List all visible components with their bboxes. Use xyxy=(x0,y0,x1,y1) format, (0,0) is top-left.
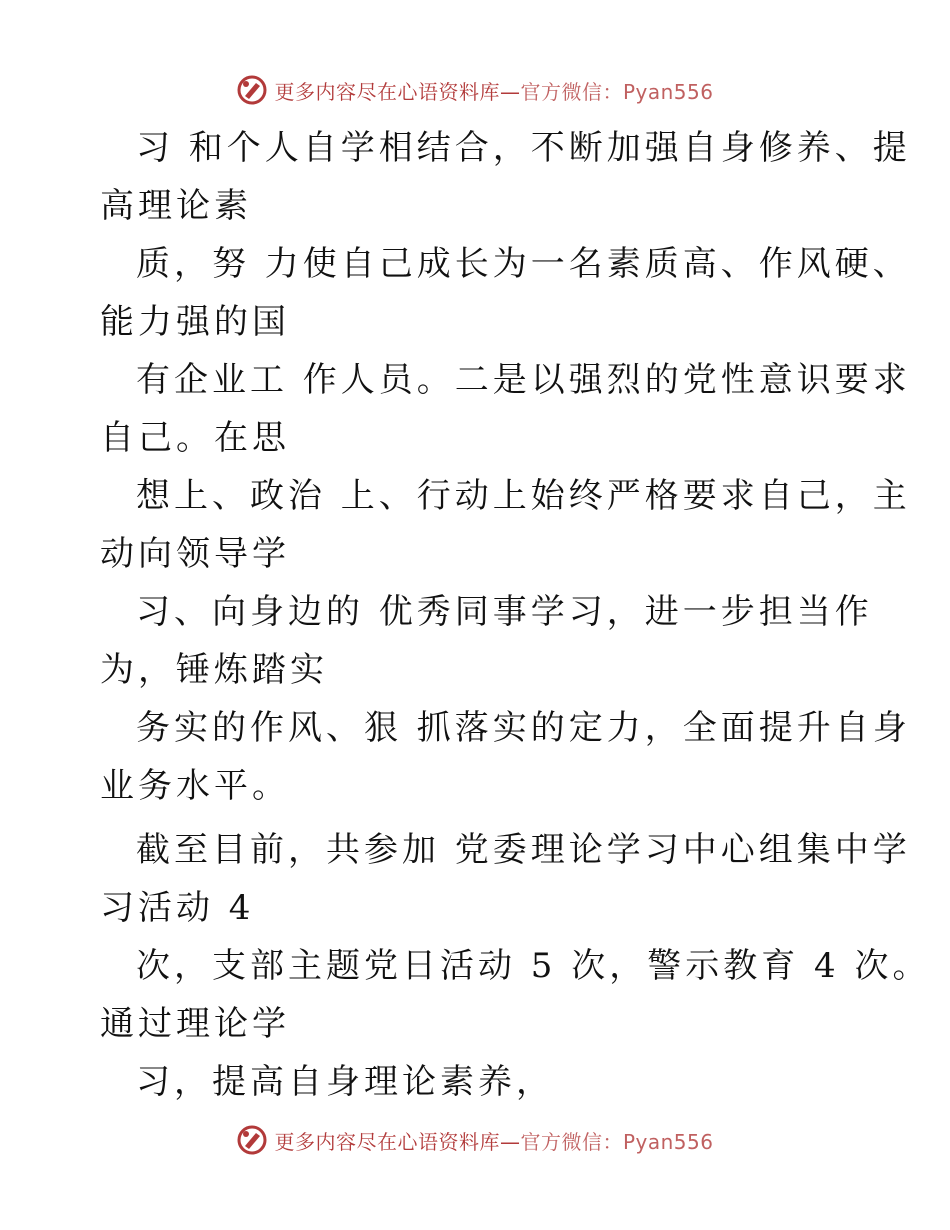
footer-banner-text xyxy=(274,1126,713,1155)
header-banner xyxy=(0,70,950,110)
header-banner-sep: — xyxy=(499,79,521,104)
header-banner-text xyxy=(274,76,713,105)
text-line: 截至目前，共参加 党委理论学习中心组集中学 xyxy=(136,830,911,870)
footer-banner-sep: — xyxy=(499,1129,521,1154)
text-line: 通过理论学 xyxy=(100,1004,290,1044)
footer-banner xyxy=(0,1120,950,1160)
footer-banner-wechat: 官方微信：Pyan556 xyxy=(520,1129,714,1154)
text-line: 动向领导学 xyxy=(100,534,290,574)
header-banner-main: 更多内容尽在心语资料库 xyxy=(274,79,500,104)
header-banner-wechat: 官方微信：Pyan556 xyxy=(520,79,714,104)
text-line: 高理论素 xyxy=(100,186,252,226)
text-line: 为，锤炼踏实 xyxy=(100,650,328,690)
text-line: 自己。在思 xyxy=(100,418,290,458)
text-line: 想上、政治 上、行动上始终严格要求自己，主 xyxy=(136,476,911,516)
text-line: 业务水平。 xyxy=(100,766,290,806)
text-line: 次，支部主题党日活动 5 次，警示教育 4 次。 xyxy=(136,946,931,986)
text-line: 务实的作风、狠 抓落实的定力，全面提升自身 xyxy=(136,708,911,748)
text-line: 习，提高自身理论素养， xyxy=(136,1062,554,1102)
pen-logo-icon xyxy=(236,1124,268,1156)
text-line: 有企业工 作人员。二是以强烈的党性意识要求 xyxy=(136,360,911,400)
footer-banner-main: 更多内容尽在心语资料库 xyxy=(274,1129,500,1154)
pen-logo-icon xyxy=(236,74,268,106)
text-line: 习活动 4 xyxy=(100,888,255,928)
text-line: 习 和个人自学相结合，不断加强自身修养、提 xyxy=(136,128,911,168)
text-line: 习、向身边的 优秀同事学习，进一步担当作 xyxy=(136,592,873,632)
text-line: 能力强的国 xyxy=(100,302,290,342)
text-line: 质，努 力使自己成长为一名素质高、作风硬、 xyxy=(136,244,911,284)
